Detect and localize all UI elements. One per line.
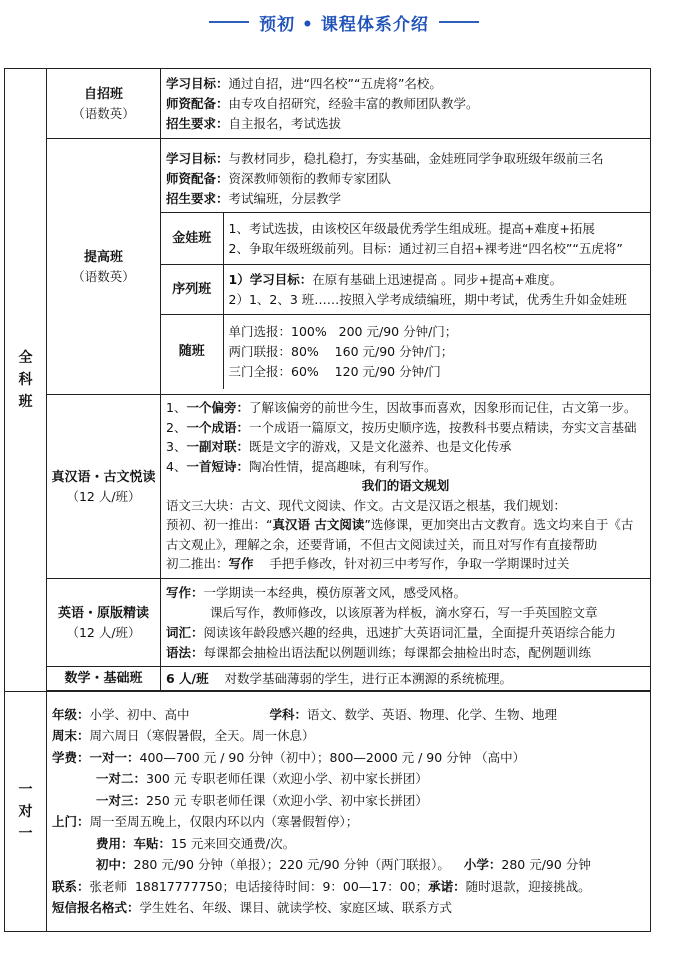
grade-text: 小学、初中、高中 bbox=[89, 706, 190, 722]
chinese-item-3-text: 既是文字的游戏，又是文化滋养、也是文化传承 bbox=[248, 439, 512, 455]
row-math bbox=[5, 667, 651, 691]
tigao-subtitle: （语数英） bbox=[72, 268, 135, 284]
row-zizhao bbox=[5, 69, 651, 139]
english-vocab-text: 阅读该年龄段感兴趣的经典，迅速扩大英语词汇量，全面提升英语综合能力 bbox=[203, 625, 617, 640]
tigao-goal-text: 与教材同步，稳扎稳打，夯实基础，金娃班同学争取班级年级前三名 bbox=[228, 150, 604, 166]
chinese-name: 真汉语・古文悦读 bbox=[51, 469, 156, 485]
tigao-goal-label: 学习目标： bbox=[166, 150, 229, 166]
chinese-details bbox=[161, 395, 651, 579]
junior-text: 280 元/90 分钟（单报）；220 元/90 分钟（两门联报）。 bbox=[133, 857, 450, 872]
primary-label: 小学： bbox=[463, 857, 502, 872]
chinese-item-3-num: 3、 bbox=[166, 439, 187, 455]
category-one-on-one bbox=[5, 692, 47, 932]
class-name-english bbox=[47, 579, 161, 667]
math-label: 6 人/班 bbox=[166, 671, 209, 686]
contact-text: 张老师 18817777750；电话接待时间：9：00—17：00； bbox=[89, 878, 429, 894]
sms-label: 短信报名格式： bbox=[52, 900, 140, 915]
fee-1v2-label: 一对二： bbox=[96, 771, 147, 786]
chinese-plan-line-1: 语文三大块：古文、现代文阅读、作文。古文是汉语之根基，我们规划： bbox=[166, 497, 567, 513]
chinese-item-1-num: 1、 bbox=[166, 400, 187, 416]
english-details bbox=[161, 579, 651, 667]
chinese-plan-last-a: 初二推出： bbox=[166, 556, 229, 572]
jinwa-name: 金娃班 bbox=[161, 213, 223, 265]
zizhao-name: 自招班 bbox=[83, 86, 123, 102]
sms-text: 学生姓名、年级、课目、就读学校、家庭区域、联系方式 bbox=[139, 900, 453, 915]
weekend-text: 周六周日（寒假暑假，全天。周一休息） bbox=[89, 728, 315, 743]
zizhao-enroll-label: 招生要求： bbox=[166, 116, 229, 131]
xulie-line-2: 2）1、2、3 班……按照入学考成绩编班，期中考试，优秀生升如金娃班 bbox=[228, 292, 627, 307]
contact-label: 联系： bbox=[52, 878, 90, 894]
chinese-plan-last-bold: 写作 bbox=[228, 556, 254, 572]
chinese-subtitle: （12 人/班） bbox=[66, 488, 141, 504]
jinwa-line-2: 2、争取年级班级前列。目标：通过初三自招+裸考进“四名校”“五虎将” bbox=[228, 240, 623, 256]
promise-text: 随时退款，迎接挑战。 bbox=[465, 878, 591, 894]
chinese-item-4-text: 陶冶性情，提高趣味，有利写作。 bbox=[248, 458, 437, 474]
suiban-line-2: 两门联报：80% 160 元/90 分钟/门； bbox=[228, 344, 454, 360]
class-name-math bbox=[47, 667, 161, 691]
xulie-details bbox=[223, 265, 650, 315]
tigao-teacher-label: 师资配备： bbox=[166, 170, 229, 186]
chinese-item-2-num: 2、 bbox=[166, 419, 187, 435]
subject-label: 学科： bbox=[269, 706, 308, 722]
cost-sub-label: 车贴： bbox=[133, 835, 172, 851]
row-xulie bbox=[161, 265, 650, 315]
xulie-goal-label: 1）学习目标： bbox=[228, 272, 313, 287]
tigao-details bbox=[161, 139, 651, 395]
title-left-rule bbox=[209, 21, 249, 23]
english-writing-text-2: 课后写作，教师修改，以该原著为样板，滴水穿石，写一手英国腔文章 bbox=[210, 605, 598, 620]
home-text: 周一至周五晚上，仅限内环以内（寒暑假暂停）； bbox=[89, 814, 359, 829]
zizhao-enroll-text: 自主报名，考试选拔 bbox=[228, 116, 342, 131]
english-grammar-label: 语法： bbox=[166, 645, 204, 660]
zizhao-teacher-label: 师资配备： bbox=[166, 96, 229, 111]
english-vocab-label: 词汇： bbox=[166, 625, 204, 640]
suiban-line-1: 单门选报：100% 200 元/90 分钟/门； bbox=[228, 324, 458, 340]
fee-1v1-label: 一对一： bbox=[89, 749, 140, 765]
chinese-item-1-text: 了解该偏旁的前世今生，因故事而喜欢，因象形而记住，古文第一步。 bbox=[248, 400, 637, 416]
chinese-plan-pre-b: ”选修课，更加突出古文教育。选文均来自于《古 bbox=[364, 517, 634, 533]
fee-1v3-text: 250 元 专职老师任课（欢迎小学、初中家长拼团） bbox=[146, 792, 428, 808]
cost-label: 费用： bbox=[96, 835, 134, 851]
english-subtitle: （12 人/班） bbox=[66, 624, 141, 640]
row-english bbox=[5, 579, 651, 667]
weekend-label: 周末： bbox=[52, 728, 90, 743]
suiban-name: 随班 bbox=[161, 315, 223, 389]
chinese-item-2-text: 一个成语一篇原文，按历史顺序选，按教科书要点精读，夯实文言基础 bbox=[248, 419, 637, 435]
english-writing-label: 写作： bbox=[166, 585, 204, 600]
tigao-teacher-text: 资深教师领衔的教师专家团队 bbox=[228, 170, 392, 186]
tigao-subclasses bbox=[161, 213, 650, 389]
zizhao-goal-label: 学习目标： bbox=[166, 76, 229, 91]
chinese-plan-line-2: 古文观止》，理解之余，还要背诵，不但古文阅读过关，而且对写作有直接帮助 bbox=[166, 536, 598, 552]
suiban-line-3: 三门全报：60% 120 元/90 分钟/门 bbox=[228, 364, 441, 380]
english-name: 英语・原版精读 bbox=[57, 605, 149, 621]
jinwa-details bbox=[223, 213, 650, 265]
math-text: 对数学基础薄弱的学生，进行正本溯源的系统梳理。 bbox=[208, 671, 513, 686]
row-one-on-one bbox=[5, 692, 651, 932]
row-jinwa bbox=[161, 213, 650, 265]
chinese-plan-pre-a: 预初、初一推出：“ bbox=[166, 517, 273, 533]
class-name-tigao bbox=[47, 139, 161, 395]
math-details bbox=[161, 667, 651, 691]
chinese-item-2-label: 一个成语： bbox=[186, 419, 249, 435]
chinese-item-3-label: 一副对联： bbox=[186, 439, 249, 455]
fee-1v1-text: 400—700 元 / 90 分钟（初中）；800—2000 元 / 90 分钟 （高中） bbox=[139, 749, 526, 765]
one-on-one-details bbox=[47, 692, 651, 932]
category-full-class bbox=[5, 69, 47, 692]
class-name-chinese bbox=[47, 395, 161, 579]
chinese-item-4-num: 4、 bbox=[166, 458, 187, 474]
title-right-rule bbox=[439, 21, 479, 23]
suiban-details bbox=[223, 315, 650, 389]
tigao-enroll-label: 招生要求： bbox=[166, 190, 229, 206]
chinese-plan-title: 我们的语文规划 bbox=[361, 478, 450, 494]
math-name: 数学・基础班 bbox=[64, 671, 143, 686]
zizhao-goal-text: 通过自招，进“四名校”“五虎将”名校。 bbox=[228, 76, 442, 91]
fee-1v2-text: 300 元 专职老师任课（欢迎小学、初中家长拼团） bbox=[146, 771, 428, 786]
zizhao-teacher-text: 由专攻自招研究，经验丰富的教师团队教学。 bbox=[228, 96, 479, 111]
xulie-goal-text: 在原有基础上迅速提高 。同步+提高+难度。 bbox=[312, 272, 563, 287]
zizhao-details bbox=[161, 69, 651, 139]
primary-text: 280 元/90 分钟 bbox=[501, 857, 591, 872]
chinese-plan-last-b: 手把手修改，针对初三中考写作，争取一学期课时过关 bbox=[253, 556, 570, 572]
category-full-class-label: 全科班 bbox=[18, 350, 33, 410]
home-label: 上门： bbox=[52, 814, 90, 829]
page-title: 预初 • 课程体系介绍 bbox=[259, 14, 429, 35]
chinese-item-1-label: 一个偏旁： bbox=[186, 400, 249, 416]
tigao-name: 提高班 bbox=[83, 249, 123, 265]
row-chinese bbox=[5, 395, 651, 579]
chinese-plan-bold: 真汉语 古文阅读 bbox=[272, 517, 365, 533]
zizhao-subtitle: （语数英） bbox=[72, 105, 135, 121]
subject-text: 语文、数学、英语、物理、化学、生物、地理 bbox=[307, 706, 558, 722]
junior-label: 初中： bbox=[96, 857, 134, 872]
category-one-on-one-label: 一对一 bbox=[18, 781, 33, 842]
xulie-name: 序列班 bbox=[161, 265, 223, 315]
fee-label: 学费： bbox=[52, 749, 90, 765]
cost-text: 15 元来回交通费/次。 bbox=[171, 835, 296, 851]
jinwa-line-1: 1、考试选拔，由该校区年级最优秀学生组成班。提高+难度+拓展 bbox=[228, 220, 595, 236]
title-bar bbox=[0, 0, 688, 44]
row-tigao bbox=[5, 139, 651, 395]
class-name-zizhao bbox=[47, 69, 161, 139]
row-suiban bbox=[161, 315, 650, 389]
english-writing-text: 一学期读一本经典，模仿原著文风，感受风格。 bbox=[203, 585, 467, 600]
course-table bbox=[4, 68, 651, 932]
chinese-item-4-label: 一首短诗： bbox=[186, 458, 249, 474]
fee-1v3-label: 一对三： bbox=[96, 792, 147, 808]
grade-label: 年级： bbox=[52, 706, 90, 722]
promise-label: 承诺： bbox=[428, 878, 466, 894]
tigao-enroll-text: 考试编班，分层教学 bbox=[228, 190, 342, 206]
english-grammar-text: 每课都会抽检出语法配以例题训练；每课都会抽检出时态，配例题训练 bbox=[203, 645, 592, 660]
